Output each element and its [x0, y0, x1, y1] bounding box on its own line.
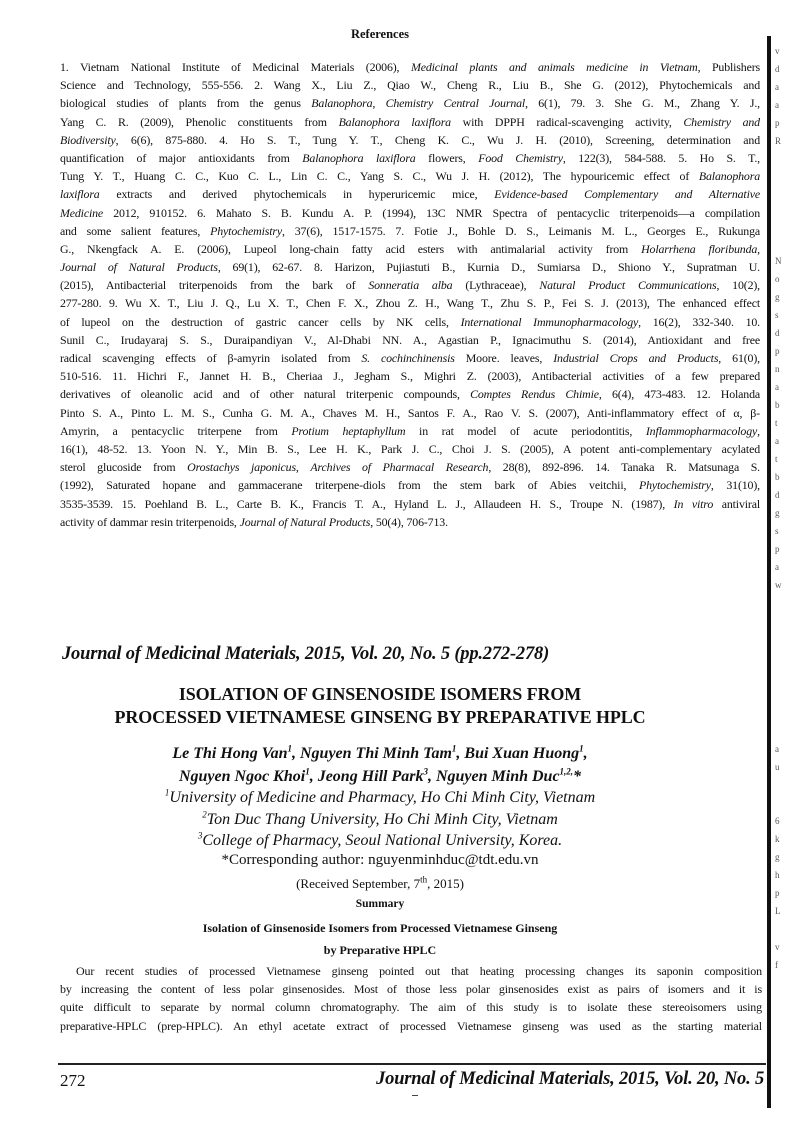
reference-line: (1992), Saturated hopane and gammacerane triterpene-diols from the stem bark of Abies veitchii, Phytochemistry, 31(10),: [60, 478, 760, 493]
running-head: Journal of Medicinal Materials, 2015, Vol. 20, No. 5: [376, 1069, 764, 1089]
author-name: , Jeong Hill Park: [309, 768, 424, 785]
article-title-line: ISOLATION OF GINSENOSIDE ISOMERS FROM: [178, 684, 582, 704]
abstract-line: preparative-HPLC (prep-HPLC). An ethyl acetate extract of processed Vietnamese ginseng was used as the starting material: [60, 1018, 762, 1033]
reference-italic-text: Evidence-based Complementary and Alternative: [494, 187, 760, 202]
bleed-fragment: g: [775, 852, 780, 862]
reference-italic-text: Archives of Pharmacal Research: [310, 460, 489, 475]
bleed-fragment: b: [775, 472, 780, 482]
affiliation-mark: 1: [305, 766, 310, 777]
page-number: 272: [60, 1071, 86, 1090]
article-title: [0, 683, 760, 729]
bleed-fragment: w: [775, 580, 782, 590]
reference-italic-text: In vitro: [673, 496, 714, 511]
article-title-line: PROCESSED VIETNAMESE GINSENG BY PREPARATIVE HPLC: [114, 707, 646, 727]
affiliation-mark: 1,2,: [559, 766, 574, 777]
bleed-fragment: v: [775, 942, 780, 952]
reference-italic-text: Natural Product Communications: [539, 278, 717, 293]
reference-italic-text: Biodiversity: [60, 132, 116, 147]
bleed-fragment: a: [775, 436, 779, 446]
bleed-fragment: p: [775, 544, 780, 554]
author-name: Nguyen Ngoc Khoi: [178, 768, 306, 785]
reference-italic-text: Balanophora, Chemistry Central Journal: [311, 96, 526, 111]
received-date-ordinal: th: [420, 874, 428, 885]
author-name: , Nguyen Minh Duc: [427, 768, 560, 785]
summary-heading: Summary: [355, 898, 405, 910]
references-list: [60, 58, 760, 531]
reference-line: (2015), Antibacterial triterpenoids from the bark of Sonneratia alba (Lythraceae), Natural Product Communications, 10(2),: [60, 278, 760, 293]
bleed-fragment: p: [775, 346, 780, 356]
references-heading: References: [350, 27, 410, 41]
bleed-fragment: n: [775, 364, 780, 374]
bleed-fragment: t: [775, 418, 778, 428]
reference-line: G., Nkengfack A. E. (2006), Lupeol long-chain fatty acid esters with antimalarial activity from Holarrhena floribunda,: [60, 241, 760, 256]
author-name: Le Thi Hong Van: [172, 745, 288, 762]
reference-italic-text: Journal of Natural Products: [60, 260, 218, 275]
reference-line: Medicine 2012, 910152. 6. Mahato S. B. Kundu A. P. (1994), 13C NMR Spectra of pentacyclic triterpenoids—a compilation: [60, 205, 760, 220]
affiliation: [0, 787, 760, 809]
summary-title-line: Isolation of Ginsenoside Isomers from Processed Vietnamese Ginseng: [202, 921, 558, 935]
bleed-fragment: a: [775, 382, 779, 392]
binding-gutter-line: [767, 36, 771, 1108]
reference-italic-text: Industrial Crops and Products: [553, 351, 719, 365]
bleed-fragment: [775, 794, 789, 812]
reference-line: Tung Y. T., Huang C. C., Kuo C. L., Lin C. C., Yang S. C., Wu J. H. (2012), The hypouricemic effect of Balanophora: [60, 169, 760, 184]
reference-line: 3535-3539. 15. Poehland B. L., Carte B. K., Francis T. A., Hyland L. J., Allaudeen H. S., Troupe N. (1987), In vitro antiviral: [60, 496, 760, 511]
bleed-fragment: [775, 776, 789, 794]
bleed-fragment: h: [775, 870, 780, 880]
bleed-fragment: g: [775, 292, 780, 302]
bleed-fragment: a: [775, 82, 779, 92]
reference-italic-text: laxiflora: [60, 187, 100, 202]
reference-italic-text: Phytochemistry: [638, 478, 711, 493]
affiliation-mark: 3: [197, 830, 203, 841]
affiliation: [0, 830, 760, 852]
reference-line: radical scavenging effects of β-amyrin isolated from S. cochinchinensis Moore. leaves, Industrial Crops and Products, 61(0),: [60, 351, 760, 365]
bleed-fragment: N: [775, 256, 782, 266]
author-name: , Bui Xuan Huong: [456, 745, 580, 762]
bleed-fragment: R: [775, 136, 782, 146]
bleed-fragment: b: [775, 400, 780, 410]
adjacent-page-bleed-middle: [775, 252, 789, 594]
reference-italic-text: Inflammopharmacology: [645, 423, 758, 438]
bleed-fragment: s: [775, 310, 779, 320]
bleed-fragment: s: [775, 526, 779, 536]
reference-italic-text: Protium heptaphyllum: [291, 423, 406, 438]
bleed-fragment: u: [775, 762, 780, 772]
reference-line: Sunil C., Irudayaraj S. S., Duraipandiyan V., Al-Dhabi NN. A., Agastian P., Ignacimuthu S. (2014), Antioxidant and free: [60, 332, 760, 347]
affiliation-mark: 1: [164, 787, 170, 798]
author-name: , Nguyen Thi Minh Tam: [292, 745, 452, 762]
article-authors: [0, 742, 760, 788]
reference-line: sterol glucoside from Orostachys japonicus, Archives of Pharmacal Research, 28(8), 892-896. 14. Tanaka R. Matsunaga S.: [60, 460, 760, 475]
reference-italic-text: Journal of Natural Products: [239, 514, 371, 529]
scan-artifact: [412, 1095, 418, 1096]
received-date-prefix: (Received September, 7: [296, 876, 421, 891]
author-line: [0, 742, 760, 765]
reference-italic-text: Food Chemistry: [478, 150, 563, 165]
author-name: ,: [583, 745, 588, 762]
abstract-body: [60, 962, 762, 1035]
bleed-fragment: d: [775, 490, 780, 500]
received-date-suffix: , 2015): [427, 876, 464, 891]
reference-line: laxiflora extracts and derived phytochemicals in hyperuricemic mice, Evidence-based Complementary and Alternative: [60, 187, 760, 202]
reference-italic-text: Chemistry and: [683, 114, 760, 129]
reference-line: 1. Vietnam National Institute of Medicinal Materials (2006), Medicinal plants and animals medicine in Vietnam, Publishers: [60, 60, 760, 74]
reference-line: quantification of major antioxidants from Balanophora laxiflora flowers, Food Chemistry, 122(3), 584-588. 5. Ho S. T.,: [60, 150, 760, 165]
article-affiliations: [0, 787, 760, 852]
reference-italic-text: Orostachys japonicus: [187, 460, 296, 475]
bleed-fragment: p: [775, 118, 780, 128]
reference-line: 277-280. 9. Wu X. T., Liu J. Q., Lu X. T., Chen F. X., Zhou Z. H., Wang T., Zhu S. P., Fei S. J. (2013), The enhanced effect: [60, 296, 760, 311]
reference-italic-text: Medicine: [60, 205, 104, 220]
affiliation-mark: 1: [287, 743, 292, 754]
reference-line: and some salient features, Phytochemistry, 37(6), 1517-1575. 7. Fotie J., Bohle D. S., Leimanis M. L., Georges E., Rukunga: [60, 223, 761, 238]
reference-line: Biodiversity, 6(6), 875-880. 4. Ho S. T., Tung Y. T., Cheng K. C., Wu J. H. (2010), Screening, determination and: [60, 132, 760, 147]
reference-line: biological studies of plants from the genus Balanophora, Chemistry Central Journal, 6(1), 79. 3. She G. M., Zhang Y. J.,: [60, 96, 760, 111]
reference-line: of lupeol on the destruction of gastric cancer cells by NK cells, International Immunopharmacology, 16(2), 332-340. 10.: [60, 314, 760, 329]
bleed-fragment: a: [775, 100, 779, 110]
bleed-fragment: g: [775, 508, 780, 518]
reference-italic-text: Balanophora laxiflora: [302, 150, 416, 165]
bleed-fragment: a: [775, 562, 779, 572]
bleed-fragment: L: [775, 906, 781, 916]
reference-line: Science and Technology, 555-556. 2. Wang X., Liu Z., Qiao W., Cheng R., Liu B., She G. (2012), Phytochemicals and: [60, 78, 760, 93]
affiliation-mark: 2: [202, 809, 207, 820]
bleed-fragment: d: [775, 64, 780, 74]
reference-line: Journal of Natural Products, 69(1), 62-67. 8. Harizon, Pujiastuti B., Kurnia D., Sumiarsa D., Shiono Y., Supratman U.: [60, 260, 760, 275]
affiliation-mark: 1: [451, 743, 457, 754]
summary-title-line: by Preparative HPLC: [323, 943, 437, 957]
reference-line: Yang C. R. (2009), Phenolic constituents from Balanophora laxiflora with DPPH radical-scavenging activity, Chemistry and: [60, 114, 760, 129]
affiliation-mark: 3: [423, 766, 428, 777]
bleed-fragment: v: [775, 46, 780, 56]
reference-italic-text: Phytochemistry: [210, 223, 283, 238]
affiliation-text: Ton Duc Thang University, Ho Chi Minh City, Vietnam: [206, 810, 558, 828]
affiliation: [0, 809, 760, 831]
bleed-fragment: a: [775, 744, 779, 754]
corresponding-author: *Corresponding author: nguyenminhduc@tdt.edu.vn: [221, 852, 539, 868]
author-name: *: [573, 768, 582, 785]
affiliation-text: University of Medicine and Pharmacy, Ho Chi Minh City, Vietnam: [169, 789, 596, 806]
reference-italic-text: Balanophora: [698, 169, 760, 184]
abstract-line: by increasing the content of less polar ginsenosides. Most of those less polar ginsenosides exist as pairs of isomers and it is: [60, 982, 762, 997]
reference-line: Pinto S. A., Pinto L. M. S., Cunha G. M. A., Chaves M. H., Santos F. A., Rao V. S. (2007), Anti-inflammatory effect of α, β-: [60, 405, 760, 420]
reference-italic-text: Sonneratia alba: [368, 278, 453, 293]
reference-line: 510-516. 11. Hichri F., Jannet H. B., Cheriaa J., Jegham S., Mighri Z. (2003), Antibacterial activities of a few prepared: [60, 369, 760, 384]
reference-italic-text: Holarrhena floribunda: [641, 241, 758, 256]
reference-line: activity of dammar resin triterpenoids, Journal of Natural Products, 50(4), 706-713.: [60, 514, 448, 529]
abstract-line: quite difficult to separate by normal column chromatography. The aim of this study is to isolate these stereoisomers using: [60, 1000, 762, 1015]
author-line: [0, 765, 760, 788]
reference-line: derivatives of oleanolic acid and of other natural triterpenic compounds, Comptes Rendus Chimie, 6(4), 473-483. 12. Holanda: [60, 387, 760, 402]
reference-italic-text: S. cochinchinensis: [361, 351, 455, 365]
reference-italic-text: Medicinal plants and animals medicine in Vietnam: [410, 60, 698, 74]
reference-italic-text: Balanophora laxiflora: [338, 114, 451, 129]
bleed-fragment: k: [775, 834, 780, 844]
reference-italic-text: International Immunopharmacology: [460, 314, 639, 329]
affiliation-text: College of Pharmacy, Seoul National University, Korea.: [202, 832, 563, 849]
received-date: [0, 876, 760, 892]
bleed-fragment: d: [775, 328, 780, 338]
bleed-fragment: 6: [775, 816, 780, 826]
summary-title: [0, 917, 760, 961]
abstract-line: Our recent studies of processed Vietnamese ginseng pointed out that heating processing changes its saponin composition: [76, 964, 762, 978]
adjacent-page-bleed-upper: [775, 42, 789, 150]
reference-line: Amyrin, a pentacyclic triterpene from Protium heptaphyllum in rat model of acute periodontitis, Inflammopharmacology,: [60, 423, 760, 438]
bleed-fragment: f: [775, 960, 778, 970]
reference-italic-text: Comptes Rendus Chimie: [470, 387, 599, 402]
article-journal-citation: Journal of Medicinal Materials, 2015, Vol. 20, No. 5 (pp.272-278): [62, 644, 550, 664]
adjacent-page-bleed-lower: [775, 740, 789, 974]
bleed-fragment: p: [775, 888, 780, 898]
bleed-fragment: [775, 920, 789, 938]
footer-rule: [58, 1063, 766, 1065]
bleed-fragment: o: [775, 274, 780, 284]
affiliation-mark: 1: [579, 743, 584, 754]
reference-line: 16(1), 48-52. 13. Yoon N. Y., Min B. S., Lee H. K., Park J. C., Choi J. S. (2005), A potent anti-complementary acylated: [60, 441, 760, 456]
bleed-fragment: t: [775, 454, 778, 464]
